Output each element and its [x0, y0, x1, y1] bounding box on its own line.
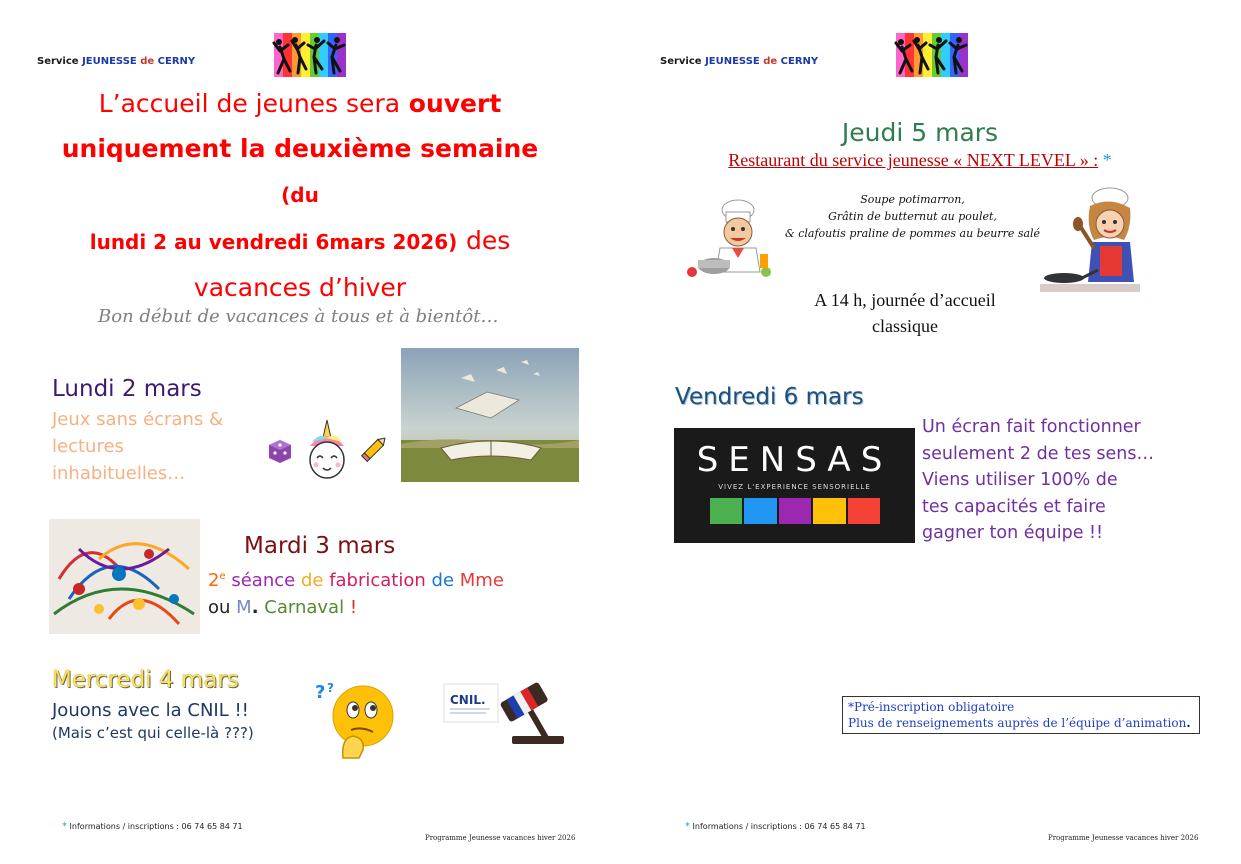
ear-icon — [710, 498, 742, 524]
service-de: de — [140, 56, 155, 67]
mardi-heading: Mardi 3 mars — [244, 533, 396, 559]
vendredi-line5: gagner ton équipe !! — [922, 523, 1104, 543]
service-jeunesse: JEUNESSE — [82, 56, 137, 67]
mardi-w10: ! — [349, 597, 358, 618]
mercredi-heading: Mercredi 4 mars — [52, 667, 239, 693]
title-line3-b: des — [466, 226, 511, 255]
menu-item-2: Grâtin de butternut au poulet, — [828, 210, 997, 223]
mardi-w2: de — [300, 570, 324, 591]
right-footer-info — [685, 821, 866, 832]
mardi-w1: séance — [231, 570, 296, 591]
service-cerny: CERNY — [157, 56, 196, 67]
menu-item-3: & clafoutis praline de pommes au beurre salé — [784, 227, 1041, 240]
carnival-painting-image — [49, 519, 200, 634]
notice-line2: Plus de renseignements auprès de l’équipe d’animation — [848, 716, 1187, 730]
mardi-w4: de — [431, 570, 455, 591]
vendredi-line1: Un écran fait fonctionner — [922, 417, 1141, 437]
service-de-right: de — [763, 56, 778, 67]
menu-item-1: Soupe potimarron, — [860, 193, 965, 206]
jeudi-afternoon — [760, 287, 1050, 339]
service-jeunesse-header-right — [660, 56, 818, 67]
jeudi-menu — [770, 191, 1055, 242]
nose-icon — [813, 498, 845, 524]
hand-icon — [848, 498, 880, 524]
lundi-line1: Jeux sans écrans & — [52, 409, 224, 430]
afternoon-line2: classique — [872, 316, 938, 336]
service-jeunesse-right: JEUNESSE — [705, 56, 760, 67]
mardi-sup: e — [219, 571, 226, 582]
mardi-w7: M — [236, 597, 252, 618]
mardi-description — [208, 563, 504, 621]
vendredi-line2: seulement 2 de tes sens… — [922, 443, 1154, 464]
cnil-gavel-image — [442, 670, 568, 746]
mardi-w3: fabrication — [329, 570, 426, 591]
service-prefix-right: Service — [660, 56, 702, 67]
vendredi-heading: Vendredi 6 mars — [675, 384, 864, 410]
restaurant-star: * — [1102, 150, 1112, 170]
jeudi-restaurant — [675, 150, 1165, 171]
sensas-title: SENSAS — [696, 440, 893, 480]
mardi-num: 2 — [208, 570, 220, 591]
lundi-line2: lectures — [52, 436, 124, 457]
vendredi-description — [922, 414, 1165, 547]
svg-text:?: ? — [327, 681, 334, 695]
lundi-line3: inhabituelles… — [52, 463, 186, 484]
vendredi-line3: Viens utiliser 100% de — [922, 470, 1118, 490]
mardi-w5: Mme — [459, 570, 504, 591]
right-footer-info-text: Informations / inscriptions : 06 74 65 84 71 — [692, 822, 866, 831]
lundi-description — [52, 406, 223, 487]
unicorn-icon — [302, 418, 352, 480]
sensas-senses-strip — [710, 498, 880, 524]
mercredi-line2: (Mais c’est qui celle-là ???) — [52, 724, 254, 742]
announcement-title — [40, 81, 560, 310]
afternoon-line1: A 14 h, journée d’accueil — [814, 290, 996, 310]
dancing-people-logo — [270, 33, 348, 77]
service-cerny-right: CERNY — [780, 56, 819, 67]
sensas-image — [674, 428, 915, 543]
right-footer-star: * — [685, 821, 690, 832]
pencil-icon — [360, 433, 390, 463]
restaurant-title: Restaurant du service jeunesse « NEXT LEVEL » : — [728, 150, 1099, 170]
eye-icon — [744, 498, 776, 524]
preinscription-notice — [842, 696, 1200, 734]
mouth-icon — [779, 498, 811, 524]
mardi-w8: . — [251, 597, 259, 618]
dice-icon — [267, 438, 293, 464]
lundi-heading: Lundi 2 mars — [52, 376, 202, 402]
mardi-w9: Carnaval — [264, 597, 345, 618]
title-line4: vacances d’hiver — [193, 273, 407, 302]
svg-text:?: ? — [315, 682, 326, 703]
title-line2-small: (du — [281, 183, 319, 207]
left-footer-info-text: Informations / inscriptions : 06 74 65 84 71 — [69, 822, 243, 831]
subtitle: Bon début de vacances à tous et à bientôt… — [98, 306, 499, 327]
title-line3-a: lundi 2 au vendredi 6mars 2026) — [89, 230, 458, 254]
mardi-w6: ou — [208, 597, 231, 618]
title-line1-a: L’accueil de jeunes sera — [98, 89, 401, 118]
left-footer-star: * — [62, 821, 67, 832]
chef-woman-image — [1040, 186, 1140, 292]
right-footer-program: Programme Jeunesse vacances hiver 2026 — [1048, 834, 1199, 842]
flying-book-image — [401, 348, 579, 482]
dancing-people-logo-right — [892, 33, 970, 77]
left-footer-program: Programme Jeunesse vacances hiver 2026 — [425, 834, 576, 842]
notice-dot: . — [1186, 716, 1191, 730]
mercredi-line1: Jouons avec la CNIL !! — [52, 700, 249, 721]
notice-line1: *Pré-inscription obligatoire — [848, 700, 1015, 714]
sensas-tagline: VIVEZ L'EXPERIENCE SENSORIELLE — [718, 483, 871, 491]
chef-man-image — [684, 198, 776, 280]
cnil-logo-text: CNIL. — [450, 693, 486, 707]
left-footer-info — [62, 821, 243, 832]
thinking-emoji-icon — [313, 678, 399, 760]
title-line1-b: ouvert — [408, 89, 502, 118]
title-line2: uniquement la deuxième semaine — [61, 134, 539, 163]
jeudi-heading: Jeudi 5 mars — [841, 118, 999, 147]
service-prefix: Service — [37, 56, 79, 67]
vendredi-line4: tes capacités et faire — [922, 496, 1106, 517]
service-jeunesse-header — [37, 56, 195, 67]
